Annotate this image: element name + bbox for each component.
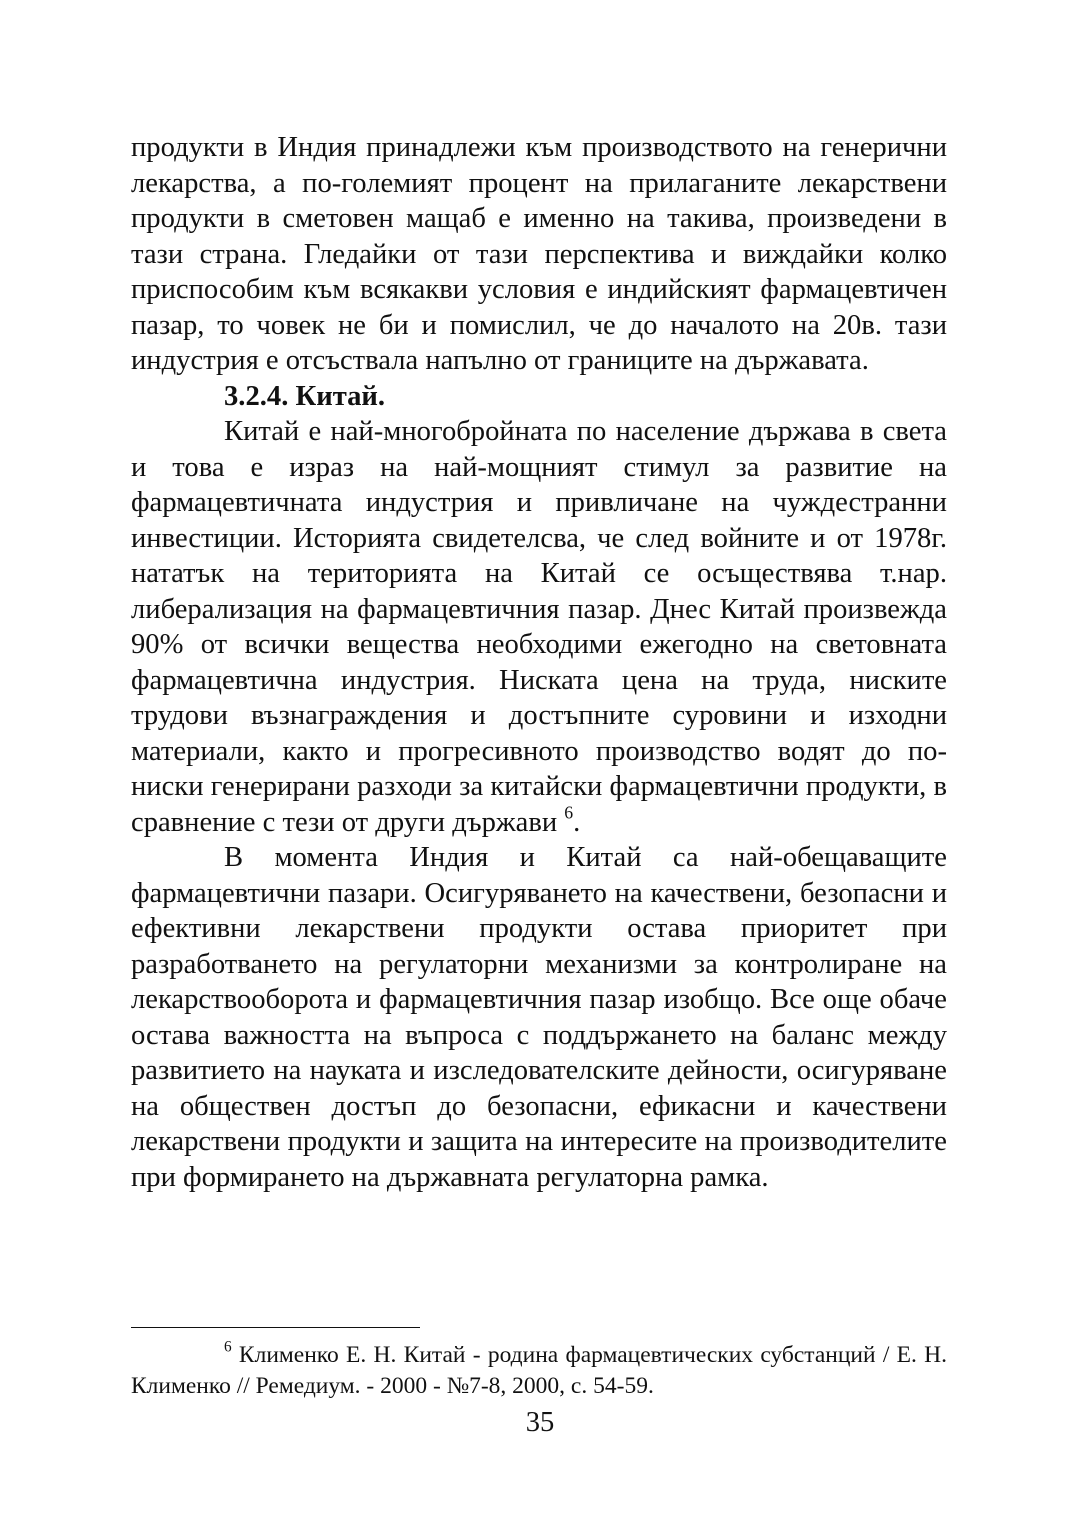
paragraph-china-end: .: [573, 806, 581, 838]
page-number: 35: [525, 1407, 555, 1438]
body-text: [131, 130, 947, 1195]
section-heading: 3.2.4. Китай.: [224, 380, 386, 412]
footnote-marker: 6: [224, 1338, 232, 1356]
footnote: [131, 1340, 947, 1402]
paragraph-china-text: Китай е най-многобройната по население държава в света и това е израз на най-мощният стимул за развитие на фармацевтичната индустрия и привличане на чуждестранни инвестиции. Историята свидетелсва, че след войните и от 1978г. нататък на територията на Китай се осъществява т.нар. либерализация на фармацевтичния пазар. Днес Китай произвежда 90% от всички вещества необходими ежегодно на световната фармацевтична индустрия. Ниската цена на труда, ниските трудови възнаграждения и достъпните суровини и изходни материали, както и прогресивното производство водят до по-ниски генерирани разходи за китайски фармацевтични продукти, в сравнение с тези от други държави: [131, 416, 947, 838]
footnote-entry: [131, 1340, 947, 1402]
paragraph-conclusion: В момента Индия и Китай са най-обещаващите фармацевтични пазари. Осигуряването на качествени, безопасни и ефективни лекарствени продукти остава приоритет при разработването на регулаторни механизми за контролиране на лекарствооборота и фармацевтичния пазар изобщо. Все още обаче остава важността на въпроса с поддържането на баланс между развитието на науката и изследователските дейности, осигуряване на обществен достъп до безопасни, ефикасни и качествени лекарствени продукти и защита на интересите на производителите при формирането на държавната регулаторна рамка.: [131, 842, 947, 1193]
footnote-divider: [131, 1327, 420, 1328]
paragraph-intro: продукти в Индия принадлежи към производството на генерични лекарства, а по-големият процент на прилаганите лекарствени продукти в сметовен мащаб е именно на такива, произведени в тази страна. Гледайки от тази перспектива и виждайки колко приспособим към всякакви условия е индийският фармацевтичен пазар, то човек не би и помислил, че до началото на 20в. тази индустрия е отсъствала напълно от границите на държавата.: [131, 132, 947, 376]
footnote-reference[interactable]: 6: [564, 802, 574, 823]
paragraph-china: [131, 414, 947, 840]
footnote-text: Клименко Е. Н. Китай - родина фармацевтических субстанций / Е. Н. Клименко // Ремедиум. - 2000 - №7-8, 2000, с. 54-59.: [131, 1342, 947, 1399]
